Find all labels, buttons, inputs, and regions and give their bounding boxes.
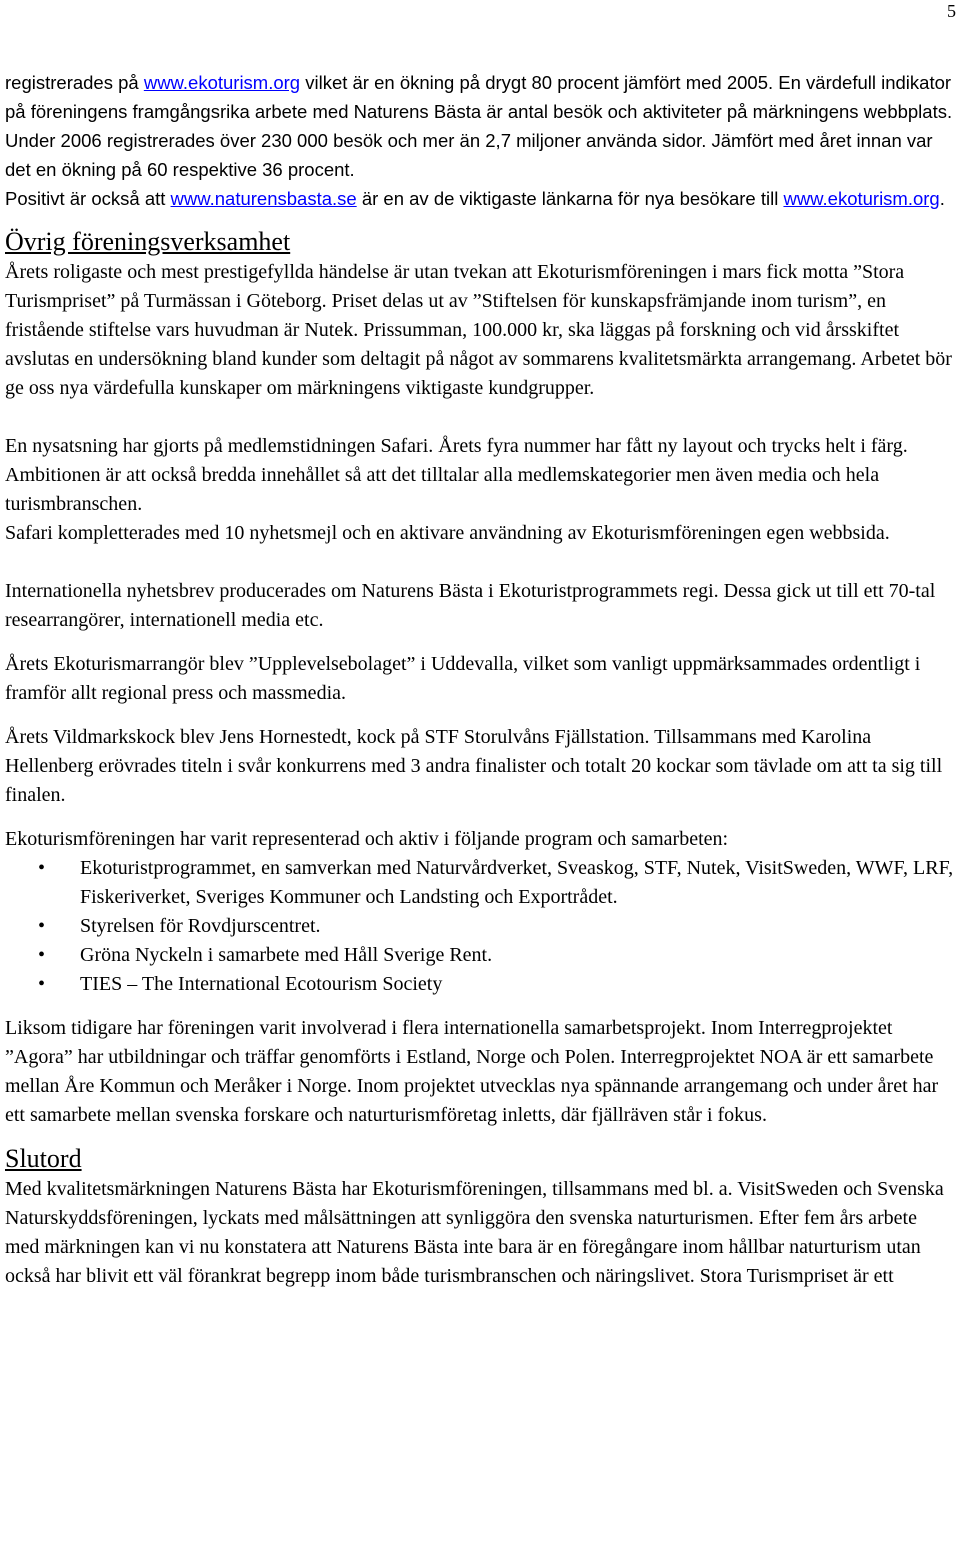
intro-text-3: Positivt är också att bbox=[5, 188, 171, 209]
section-heading-slutord: Slutord bbox=[5, 1144, 82, 1173]
paragraph-safari: En nysatsning har gjorts på medlemstidningen Safari. Årets fyra nummer har fått ny layout och trycks helt i färg. Ambitionen är att också bredda innehållet så att det tilltalar alla medlemskategorier men även media och hela turismbranschen. bbox=[5, 435, 908, 515]
bullet-marker: • bbox=[38, 973, 46, 995]
list-item-text: Ekoturistprogrammet, en samverkan med Naturvårdverket, Sveaskog, STF, Nutek, VisitSweden, WWF, LRF, Fiskeriverket, Sveriges Kommuner och Landsting och Exportrådet. bbox=[80, 857, 954, 908]
list-item-text: Gröna Nyckeln i samarbete med Håll Sverige Rent. bbox=[80, 944, 493, 966]
page-number: 5 bbox=[947, 1, 956, 21]
paragraph-stora-turismpriset: Årets roligaste och mest prestigefyllda händelse är utan tvekan att Ekoturismföreningen i mars fick motta ”Stora Turismpriset” på Turmässan i Göteborg. Priset delas ut av ”Stiftelsen för kunskapsfrämjande inom turism”, en fristående stiftelse vars huvudman är Nutek. Prissumman, 100.000 kr, ska läggas på forskning och vid årsskiftet avslutas en undersökning bland kunder som deltagit på något av sommarens kvalitetsmärkta arrangemang. Arbetet bör ge oss nya värdefulla kunskaper om märkningens viktigaste kundgrupper. bbox=[5, 261, 952, 399]
paragraph-program: Ekoturismföreningen har varit representerad och aktiv i följande program och samarbeten: bbox=[5, 828, 729, 850]
list-item-text: TIES – The International Ecotourism Society bbox=[80, 973, 443, 995]
section-heading-ovrig: Övrig föreningsverksamhet bbox=[5, 227, 291, 256]
paragraph-nyhetsbrev: Internationella nyhetsbrev producerades om Naturens Bästa i Ekoturistprogrammets regi. Dessa gick ut till ett 70-tal researrangörer, internationell media etc. bbox=[5, 580, 936, 631]
intro-text-1: registrerades på bbox=[5, 72, 144, 93]
intro-text-5: . bbox=[939, 188, 945, 209]
ekoturism-link[interactable]: www.ekoturism.org bbox=[143, 72, 301, 93]
intro-paragraph-2 bbox=[5, 184, 955, 213]
bullet-marker: • bbox=[38, 857, 46, 879]
list-item-text: Styrelsen för Rovdjurscentret. bbox=[80, 915, 321, 937]
ekoturism-link-2[interactable]: www.ekoturism.org bbox=[783, 188, 940, 209]
paragraph-slutord: Med kvalitetsmärkningen Naturens Bästa har Ekoturismföreningen, tillsammans med bl. a. VisitSweden och Svenska Naturskyddsföreningen, lyckats med målsättningen att synliggöra den svenska naturturismen. Efter fem års arbete med märkningen kan vi nu konstatera att Naturens Bästa inte bara är en föregångare inom hållbar naturturism utan också har blivit ett väl förankrat begrepp inom både turismbranschen och näringslivet. Stora Turismpriset är ett bbox=[5, 1178, 944, 1287]
paragraph-ekoturismarrangor: Årets Ekoturismarrangör blev ”Upplevelsebolaget” i Uddevalla, vilket som vanligt uppmärksammades ordentligt i framför allt regional press och massmedia. bbox=[5, 653, 921, 704]
bullet-marker: • bbox=[38, 944, 46, 966]
list-item bbox=[5, 941, 955, 970]
intro-paragraph-1 bbox=[5, 68, 955, 184]
list-item bbox=[5, 854, 955, 912]
paragraph-safari-nyhetsmejl: Safari kompletterades med 10 nyhetsmejl och en aktivare användning av Ekoturismföreningen egen webbsida. bbox=[5, 522, 890, 544]
program-list bbox=[5, 854, 955, 999]
document-body bbox=[5, 68, 955, 1291]
paragraph-vildmarkskock: Årets Vildmarkskock blev Jens Hornestedt, kock på STF Storulvåns Fjällstation. Tillsammans med Karolina Hellenberg erövrades titeln i svår konkurrens med 3 andra finalister och totalt 20 kockar som tävlade om att ta sig till finalen. bbox=[5, 726, 943, 806]
intro-text-2: vilket är en ökning på drygt 80 procent jämfört med 2005. En värdefull indikator på föreningens framgångsrika arbete med Naturens Bästa är antal besök och aktiviteter på märkningens webbplats. Under 2006 registrerades över 230 000 besök och mer än 2,7 miljoner använda sidor. Jämfört med året innan var det en ökning på 60 respektive 36 procent. bbox=[5, 72, 953, 180]
list-item bbox=[5, 970, 955, 999]
naturensbasta-link[interactable]: www.naturensbasta.se bbox=[170, 188, 357, 209]
list-item bbox=[5, 912, 955, 941]
bullet-marker: • bbox=[38, 915, 46, 937]
intro-text-4: är en av de viktigaste länkarna för nya besökare till bbox=[356, 188, 784, 209]
paragraph-samarbetsprojekt: Liksom tidigare har föreningen varit involverad i flera internationella samarbetsprojekt. Inom Interregprojektet ”Agora” har utbildningar och träffar genomförts i Estland, Norge och Polen. Interregprojektet NOA är ett samarbete mellan Åre Kommun och Meråker i Norge. Inom projektet utvecklas nya spännande arrangemang och under året har ett samarbete mellan svenska forskare och naturturismföretag inletts, där fjällräven står i fokus. bbox=[5, 1017, 939, 1126]
